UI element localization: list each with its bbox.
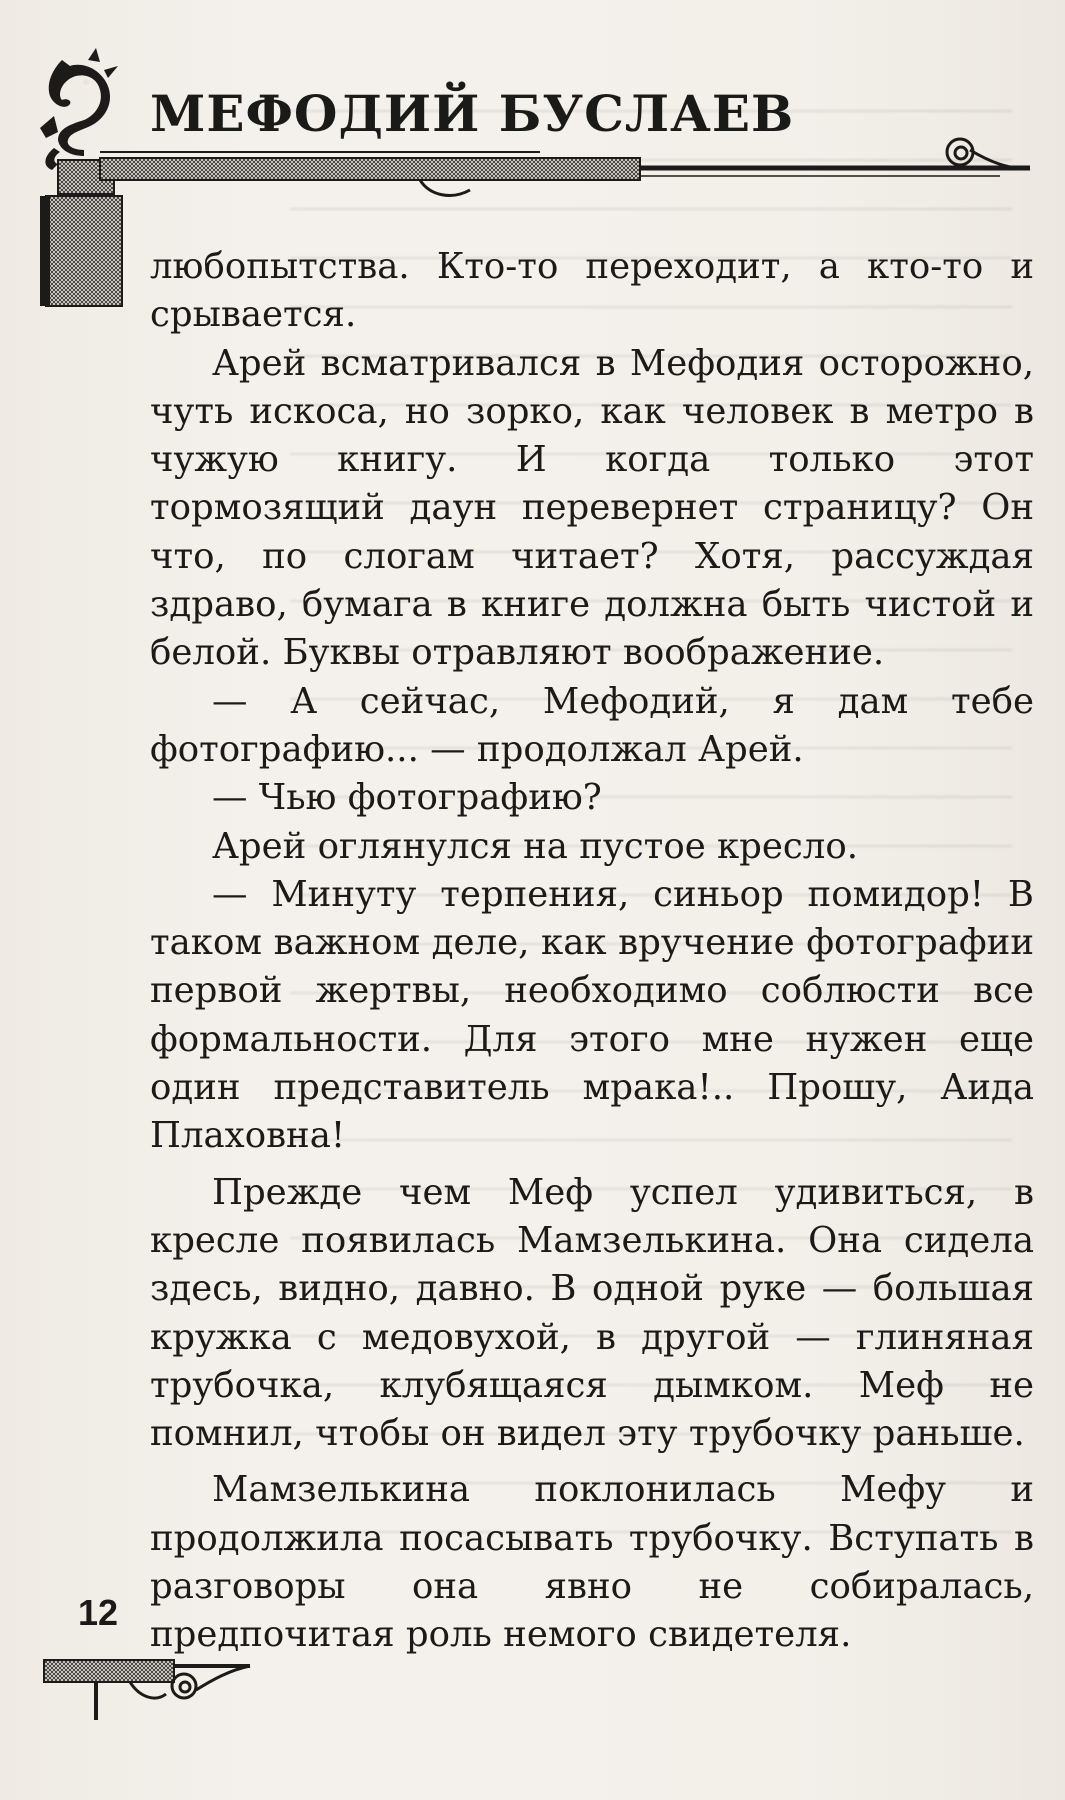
paragraph: — Чью фотографию? — [212, 777, 602, 819]
header-rule-band — [100, 158, 640, 180]
paragraph: — А сейчас, Мефодий, я дам тебе фотографию... — продолжал Арей. — [150, 680, 1034, 770]
paragraph: Прежде чем Меф успел удивиться, в кресле появилась Мамзелькина. Она сидела здесь, видно, давно. В одной руке — большая кружка с медовухой, в другой — глиняная трубочка, клубящаяся дымком. Меф не помнил, чтобы он видел эту трубочку раньше. — [150, 1171, 1034, 1455]
page-number: 12 — [78, 1592, 119, 1633]
paragraph: Арей всматривался в Мефодия осторожно, чуть искоса, но зорко, как человек в метро в чужую книгу. И когда только этот тормозящий даун перевернет страницу? Он что, по слогам читает? Хотя, рассуждая здраво, бумага в книге должна быть чистой и белой. Буквы отравляют воображение. — [150, 342, 1034, 674]
paragraph: Арей оглянулся на пустое кресло. — [212, 825, 859, 867]
body-text — [150, 243, 1034, 1660]
paragraph: Мамзелькина поклонилась Мефу и продолжила посасывать трубочку. Вступать в разговоры она явно не собиралась, предпочитая роль немого свидетеля. — [150, 1469, 1034, 1656]
paragraph: — Минуту терпения, синьор помидор! В таком важном деле, как вручение фотографии первой жертвы, необходимо соблюсти все формальности. Для этого мне нужен еще один представитель мрака!.. Прошу, Аида Плаховна! — [150, 873, 1034, 1157]
running-head-title: МЕФОДИЙ БУСЛАЕВ — [150, 84, 795, 143]
paragraph: любопытства. Кто-то переходит, а кто-то и срывается. — [150, 246, 1034, 336]
scroll-ornament-icon — [947, 139, 1030, 168]
pillar-shaft — [46, 196, 122, 306]
footer-scroll-icon — [172, 1666, 250, 1698]
